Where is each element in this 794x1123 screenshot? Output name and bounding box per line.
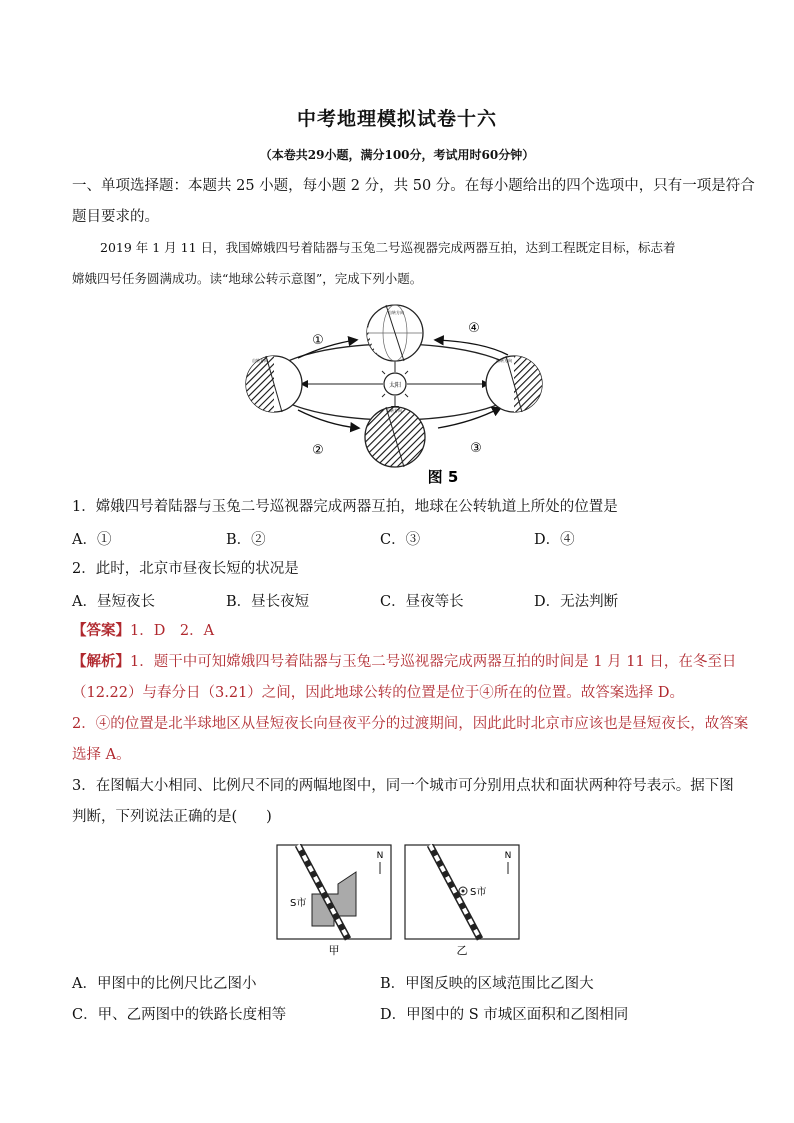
- svg-text:自转方向: 自转方向: [252, 358, 268, 363]
- north-label: N: [504, 851, 512, 861]
- q2-option-b: B．昼长夜短: [226, 594, 310, 610]
- q3-option-d: D．甲图中的 S 市城区面积和乙图相同: [380, 1007, 629, 1023]
- page-title: 中考地理模拟试卷十六: [296, 108, 497, 130]
- analysis-line1: 【解析】1．题干中可知嫦娥四号着陆器与玉兔二号巡视器完成两器互拍的时间是 1 月 11 日，在冬至日: [72, 653, 737, 670]
- section-instruction-line1: 一、单项选择题：本题共 25 小题，每小题 2 分，共 50 分。在每小题给出的四个选项中，只有一项是符合: [72, 178, 755, 194]
- svg-text:自转方向: 自转方向: [386, 408, 402, 413]
- city-label: S市: [290, 898, 307, 909]
- analysis-label: 【解析】: [72, 653, 130, 670]
- q2-option-a: A．昼短夜长: [72, 594, 155, 610]
- section-instruction-line2: 题目要求的。: [72, 209, 159, 225]
- earth-top: [367, 305, 423, 361]
- svg-text:太阳: 太阳: [388, 382, 402, 389]
- q3-option-c: C．甲、乙两图中的铁路长度相等: [72, 1007, 287, 1023]
- answer-text: 1．D 2．A: [130, 623, 215, 639]
- map-yi-label: 乙: [456, 944, 468, 957]
- intro-line2: 嫦娥四号任务圆满成功。读“地球公转示意图”，完成下列小题。: [72, 271, 423, 286]
- q3-option-a: A．甲图中的比例尺比乙图小: [72, 976, 257, 992]
- q2-option-d: D．无法判断: [534, 594, 619, 610]
- q1-stem: 1．嫦娥四号着陆器与玉兔二号巡视器完成两器互拍，地球在公转轨道上所处的位置是: [72, 499, 618, 515]
- q1-option-b: B．②: [226, 532, 266, 548]
- q1-option-c: C．③: [380, 532, 421, 548]
- q3-stem-line2: 判断，下列说法正确的是( ): [72, 809, 272, 825]
- city-label: S市: [470, 887, 487, 898]
- q2-option-c: C．昼夜等长: [380, 594, 464, 610]
- answer-block: [72, 621, 214, 641]
- svg-text:自转方向: 自转方向: [388, 310, 404, 315]
- analysis-line4: 选择 A。: [72, 747, 131, 763]
- figure5-caption: 图 5: [427, 468, 459, 486]
- q3-option-b: B．甲图反映的区域范围比乙图大: [380, 976, 594, 992]
- answer-label: 【答案】: [72, 622, 130, 639]
- position-label-1: ①: [312, 333, 324, 348]
- map-yi: [404, 844, 522, 960]
- svg-text:自转方向: 自转方向: [496, 358, 512, 363]
- q2-stem: 2．此时，北京市昼夜长短的状况是: [72, 561, 299, 577]
- page-subtitle: （本卷共29小题，满分100分，考试用时60分钟）: [259, 148, 535, 162]
- earth-revolution-figure: [238, 300, 548, 488]
- position-label-3: ③: [470, 441, 482, 456]
- map-jia: [276, 844, 394, 960]
- position-label-4: ④: [468, 321, 480, 336]
- q1-option-d: D．④: [534, 532, 575, 548]
- map-jia-label: 甲: [328, 944, 340, 957]
- analysis-line3: 2．④的位置是北半球地区从昼短夜长向昼夜平分的过渡期间，因此此时北京市应该也是昼短夜长，故答案: [72, 716, 749, 732]
- q1-option-a: A．①: [72, 532, 112, 548]
- position-label-2: ②: [312, 443, 324, 458]
- north-label: N: [376, 851, 384, 861]
- earth-right: [486, 356, 542, 412]
- intro-line1: 2019 年 1 月 11 日，我国嫦娥四号着陆器与玉兔二号巡视器完成两器互拍，达到工程既定目标，标志着: [100, 240, 676, 255]
- earth-bottom: [365, 407, 425, 467]
- analysis-line2: （12.22）与春分日（3.21）之间，因此地球公转的位置是位于④所在的位置。故答案选择 D。: [72, 685, 685, 701]
- q3-stem-line1: 3．在图幅大小相同、比例尺不同的两幅地图中，同一个城市可分别用点状和面状两种符号表示。据下图: [72, 778, 734, 794]
- earth-left: [246, 356, 302, 412]
